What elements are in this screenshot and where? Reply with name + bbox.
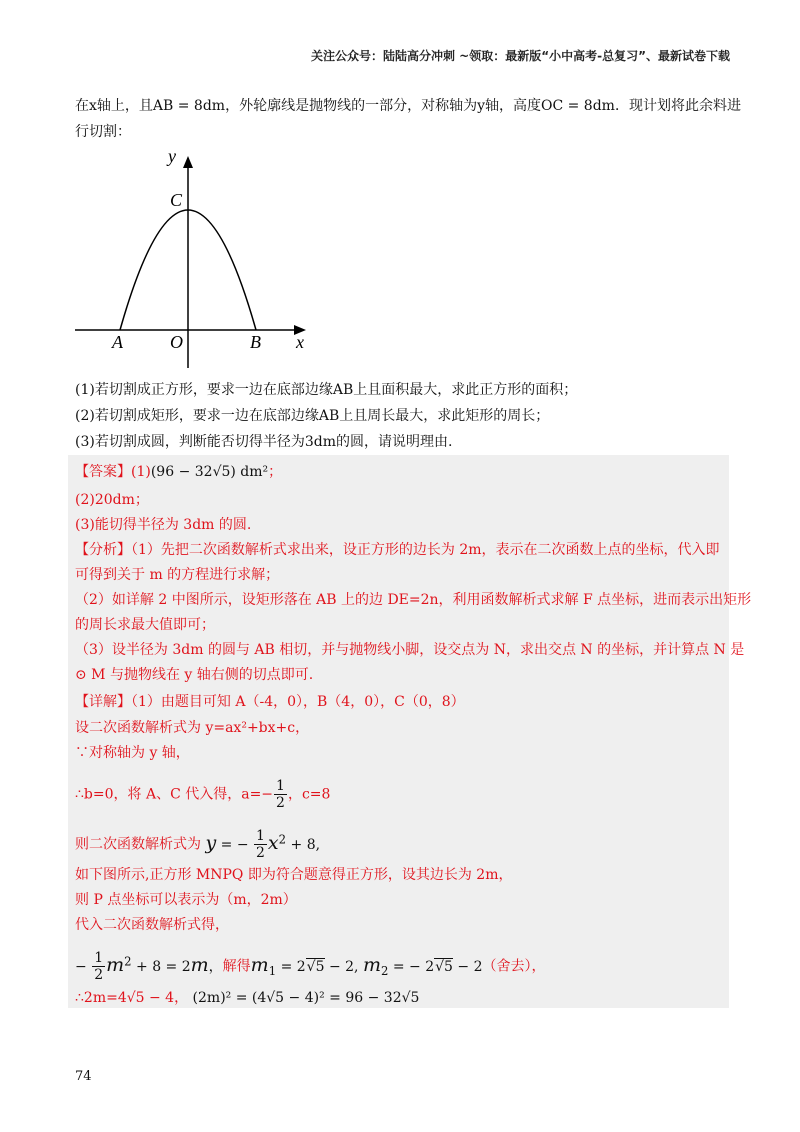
question-3: (3)若切割成圆，判断能否切得半径为3dm的圆，请说明理由. <box>75 434 453 450</box>
page-header: 关注公众号：陆陆高分冲刺 ~领取：最新版“小中高考-总复习”、最新试卷下载 <box>311 49 730 63</box>
detail-3: ∵对称轴为 y 轴， <box>75 745 190 761</box>
analysis-2b: 的周长求最大值即可； <box>75 617 215 633</box>
label-o: O <box>170 332 183 352</box>
fraction-one-half: $\frac{1}{2}$ <box>276 778 285 811</box>
detail-4-prefix: ∴b=0，将 A、C 代入得，a=− <box>75 786 274 803</box>
detail-1: 【详解】（1）由题目可知 A（-4，0），B（4，0），C（0，8） <box>75 694 465 710</box>
analysis-2a: （2）如详解 2 中图所示，设矩形落在 AB 上的边 DE=2n，利用函数解析式求解 F 点坐标，进而表示出矩形 <box>75 592 752 608</box>
label-x: x <box>296 332 304 352</box>
detail-9 <box>75 950 546 983</box>
label-c: C <box>170 190 183 210</box>
detail-10-side: ∴2m=4√5 − 4， <box>75 990 189 1006</box>
detail-10 <box>75 988 419 1008</box>
label-b: B <box>250 332 261 352</box>
detail-5 <box>75 828 320 861</box>
answer-1-prefix: 【答案】(1) <box>75 464 151 480</box>
detail-9-solve: 解得 <box>222 958 251 975</box>
answer-1-value: (96 − 32√5) dm² <box>150 464 269 480</box>
analysis-1b: 可得到关于 m 的方程进行求解； <box>75 567 280 583</box>
y-axis-arrow <box>183 156 193 168</box>
question-1: (1)若切割成正方形，要求一边在底部边缘AB上且面积最大，求此正方形的面积； <box>75 382 578 398</box>
page-number: 74 <box>75 1069 92 1084</box>
answer-2: (2)20dm； <box>75 492 149 508</box>
analysis-1a: 【分析】（1）先把二次函数解析式求出来，设正方形的边长为 2m，表示在二次函数上点的坐标，代入即 <box>75 542 720 558</box>
label-a: A <box>112 332 123 352</box>
analysis-3a: （3）设半径为 3dm 的圆与 AB 相切，并与抛物线小脚，设交点为 N，求出交点 N 的坐标，并计算点 N 是 <box>75 642 745 658</box>
parabola-figure <box>70 140 320 370</box>
question-2: (2)若切割成矩形，要求一边在底部边缘AB上且周长最大，求此矩形的周长； <box>75 408 550 424</box>
detail-10-area: (2m)² = (4√5 − 4)² = 96 − 32√5 <box>192 990 420 1006</box>
detail-8: 代入二次函数解析式得， <box>75 917 229 933</box>
detail-2: 设二次函数解析式为 y=ax²+bx+c， <box>75 720 310 736</box>
detail-6: 如下图所示,正方形 MNPQ 即为符合题意得正方形，设其边长为 2m， <box>75 867 513 883</box>
detail-5-prefix: 则二次函数解析式为 <box>75 836 201 853</box>
equation-m: − $\frac{1}{2}$ $m^2 + 8 = 2m$， <box>75 950 223 983</box>
parabola-equation: y = − $\frac{1}{2}$ $x^2 + 8$, <box>205 828 321 861</box>
detail-9-discard: （舍去）， <box>482 958 546 975</box>
answer-1 <box>75 462 282 482</box>
solution-m: $m_1 = 2√5 - 2$, $m_2$ = − 2√5 − 2 <box>250 953 483 978</box>
answer-1-suffix: ； <box>268 464 283 480</box>
answer-3: (3)能切得半径为 3dm 的圆. <box>75 517 252 533</box>
detail-4 <box>75 778 330 811</box>
analysis-3b: ⊙ M 与抛物线在 y 轴右侧的切点即可. <box>75 667 314 683</box>
problem-intro-line1: 在x轴上，且AB = 8dm，外轮廓线是抛物线的一部分，对称轴为y轴，高度OC = 8dm．现计划将此余料进 <box>75 98 741 114</box>
detail-7: 则 P 点坐标可以表示为（m，2m） <box>75 892 297 908</box>
detail-4-suffix: ，c=8 <box>287 786 331 803</box>
label-y: y <box>168 146 176 166</box>
problem-intro-line2: 行切割： <box>75 124 131 140</box>
